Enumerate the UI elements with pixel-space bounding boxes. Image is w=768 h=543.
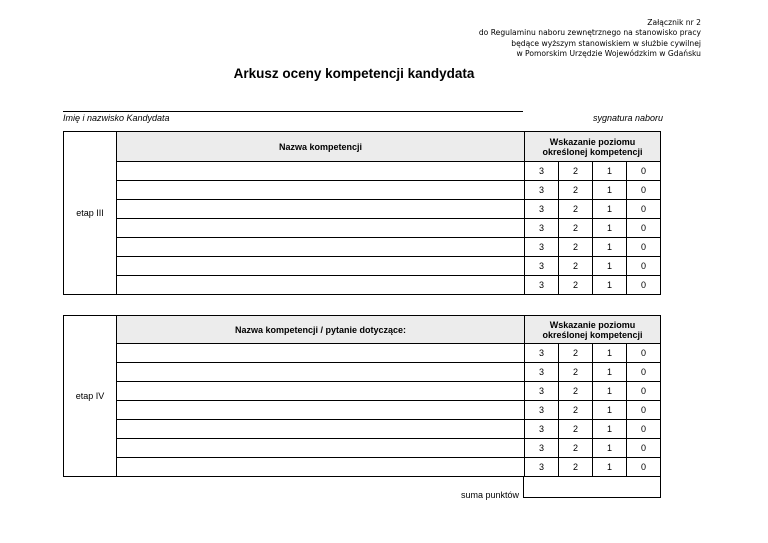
score-2[interactable]: 2 xyxy=(559,276,593,295)
score-0[interactable]: 0 xyxy=(627,382,661,401)
sum-label: suma punktów xyxy=(461,490,520,500)
score-3[interactable]: 3 xyxy=(525,344,559,363)
score-2[interactable]: 2 xyxy=(559,439,593,458)
table-row xyxy=(64,401,661,420)
table-row xyxy=(64,363,661,382)
competence-name-cell[interactable] xyxy=(117,162,525,181)
competence-name-cell[interactable] xyxy=(117,420,525,439)
competence-name-cell[interactable] xyxy=(117,257,525,276)
score-2[interactable]: 2 xyxy=(559,200,593,219)
table-row xyxy=(64,382,661,401)
table-row xyxy=(64,257,661,276)
level-header xyxy=(525,316,661,344)
score-1[interactable]: 1 xyxy=(593,344,627,363)
competence-name-cell[interactable] xyxy=(117,458,525,477)
level-header-line: określonej kompetencji xyxy=(542,146,643,157)
score-1[interactable]: 1 xyxy=(593,200,627,219)
score-0[interactable]: 0 xyxy=(627,420,661,439)
score-1[interactable]: 1 xyxy=(593,458,627,477)
candidate-name-label: Imię i nazwisko Kandydata xyxy=(63,113,170,123)
score-3[interactable]: 3 xyxy=(525,401,559,420)
table-row xyxy=(64,238,661,257)
candidate-name-line[interactable] xyxy=(63,111,523,112)
score-2[interactable]: 2 xyxy=(559,257,593,276)
annex-line: do Regulaminu naboru zewnętrznego na stanowisko pracy xyxy=(478,28,701,38)
level-header xyxy=(525,132,661,162)
score-3[interactable]: 3 xyxy=(525,181,559,200)
score-0[interactable]: 0 xyxy=(627,257,661,276)
score-0[interactable]: 0 xyxy=(627,181,661,200)
score-0[interactable]: 0 xyxy=(627,458,661,477)
table-row xyxy=(64,162,661,181)
page-title: Arkusz oceny kompetencji kandydata xyxy=(233,66,475,81)
score-2[interactable]: 2 xyxy=(559,219,593,238)
score-0[interactable]: 0 xyxy=(627,363,661,382)
score-3[interactable]: 3 xyxy=(525,363,559,382)
score-2[interactable]: 2 xyxy=(559,181,593,200)
stage-4-table xyxy=(63,315,661,477)
annex-line: będące wyższym stanowiskiem w służbie cywilnej xyxy=(511,38,701,48)
table-row xyxy=(64,276,661,295)
score-3[interactable]: 3 xyxy=(525,458,559,477)
score-1[interactable]: 1 xyxy=(593,181,627,200)
score-0[interactable]: 0 xyxy=(627,238,661,257)
score-1[interactable]: 1 xyxy=(593,420,627,439)
score-2[interactable]: 2 xyxy=(559,420,593,439)
score-3[interactable]: 3 xyxy=(525,439,559,458)
score-1[interactable]: 1 xyxy=(593,401,627,420)
table-row xyxy=(64,181,661,200)
table-row xyxy=(64,420,661,439)
score-2[interactable]: 2 xyxy=(559,363,593,382)
competence-name-cell[interactable] xyxy=(117,344,525,363)
score-1[interactable]: 1 xyxy=(593,382,627,401)
score-3[interactable]: 3 xyxy=(525,420,559,439)
signature-label: sygnatura naboru xyxy=(592,113,663,123)
score-0[interactable]: 0 xyxy=(627,219,661,238)
level-header-line: Wskazanie poziomu xyxy=(549,136,636,147)
score-0[interactable]: 0 xyxy=(627,401,661,420)
table-row xyxy=(64,458,661,477)
competence-name-cell[interactable] xyxy=(117,200,525,219)
score-3[interactable]: 3 xyxy=(525,238,559,257)
competence-name-cell[interactable] xyxy=(117,401,525,420)
competence-name-cell[interactable] xyxy=(117,238,525,257)
competence-name-cell[interactable] xyxy=(117,181,525,200)
score-1[interactable]: 1 xyxy=(593,219,627,238)
score-1[interactable]: 1 xyxy=(593,162,627,181)
stage-label: etap III xyxy=(64,132,117,295)
table-row xyxy=(64,219,661,238)
competence-name-cell[interactable] xyxy=(117,219,525,238)
level-header-line: określonej kompetencji xyxy=(542,329,643,340)
score-0[interactable]: 0 xyxy=(627,344,661,363)
table-row xyxy=(64,439,661,458)
table-row xyxy=(64,200,661,219)
annex-line: w Pomorskim Urzędzie Wojewódzkim w Gdańsku xyxy=(516,49,701,59)
score-3[interactable]: 3 xyxy=(525,257,559,276)
score-2[interactable]: 2 xyxy=(559,162,593,181)
stage-3-table xyxy=(63,131,661,295)
score-0[interactable]: 0 xyxy=(627,162,661,181)
sum-points-field[interactable] xyxy=(523,476,661,498)
score-2[interactable]: 2 xyxy=(559,238,593,257)
score-0[interactable]: 0 xyxy=(627,200,661,219)
competence-name-cell[interactable] xyxy=(117,276,525,295)
score-3[interactable]: 3 xyxy=(525,276,559,295)
score-0[interactable]: 0 xyxy=(627,439,661,458)
score-3[interactable]: 3 xyxy=(525,200,559,219)
score-1[interactable]: 1 xyxy=(593,439,627,458)
score-3[interactable]: 3 xyxy=(525,382,559,401)
score-2[interactable]: 2 xyxy=(559,344,593,363)
competence-name-header: Nazwa kompetencji xyxy=(117,132,525,162)
annex-line: Załącznik nr 2 xyxy=(647,18,701,27)
score-1[interactable]: 1 xyxy=(593,257,627,276)
score-1[interactable]: 1 xyxy=(593,276,627,295)
annex-header xyxy=(479,18,701,60)
score-3[interactable]: 3 xyxy=(525,219,559,238)
competence-name-header: Nazwa kompetencji / pytanie dotyczące: xyxy=(117,316,525,344)
score-3[interactable]: 3 xyxy=(525,162,559,181)
competence-name-cell[interactable] xyxy=(117,363,525,382)
score-2[interactable]: 2 xyxy=(559,458,593,477)
level-header-line: Wskazanie poziomu xyxy=(549,319,636,330)
competence-name-cell[interactable] xyxy=(117,439,525,458)
score-0[interactable]: 0 xyxy=(627,276,661,295)
score-1[interactable]: 1 xyxy=(593,238,627,257)
stage-label: etap IV xyxy=(64,316,117,477)
score-2[interactable]: 2 xyxy=(559,382,593,401)
score-2[interactable]: 2 xyxy=(559,401,593,420)
table-row xyxy=(64,344,661,363)
score-1[interactable]: 1 xyxy=(593,363,627,382)
competence-name-cell[interactable] xyxy=(117,382,525,401)
